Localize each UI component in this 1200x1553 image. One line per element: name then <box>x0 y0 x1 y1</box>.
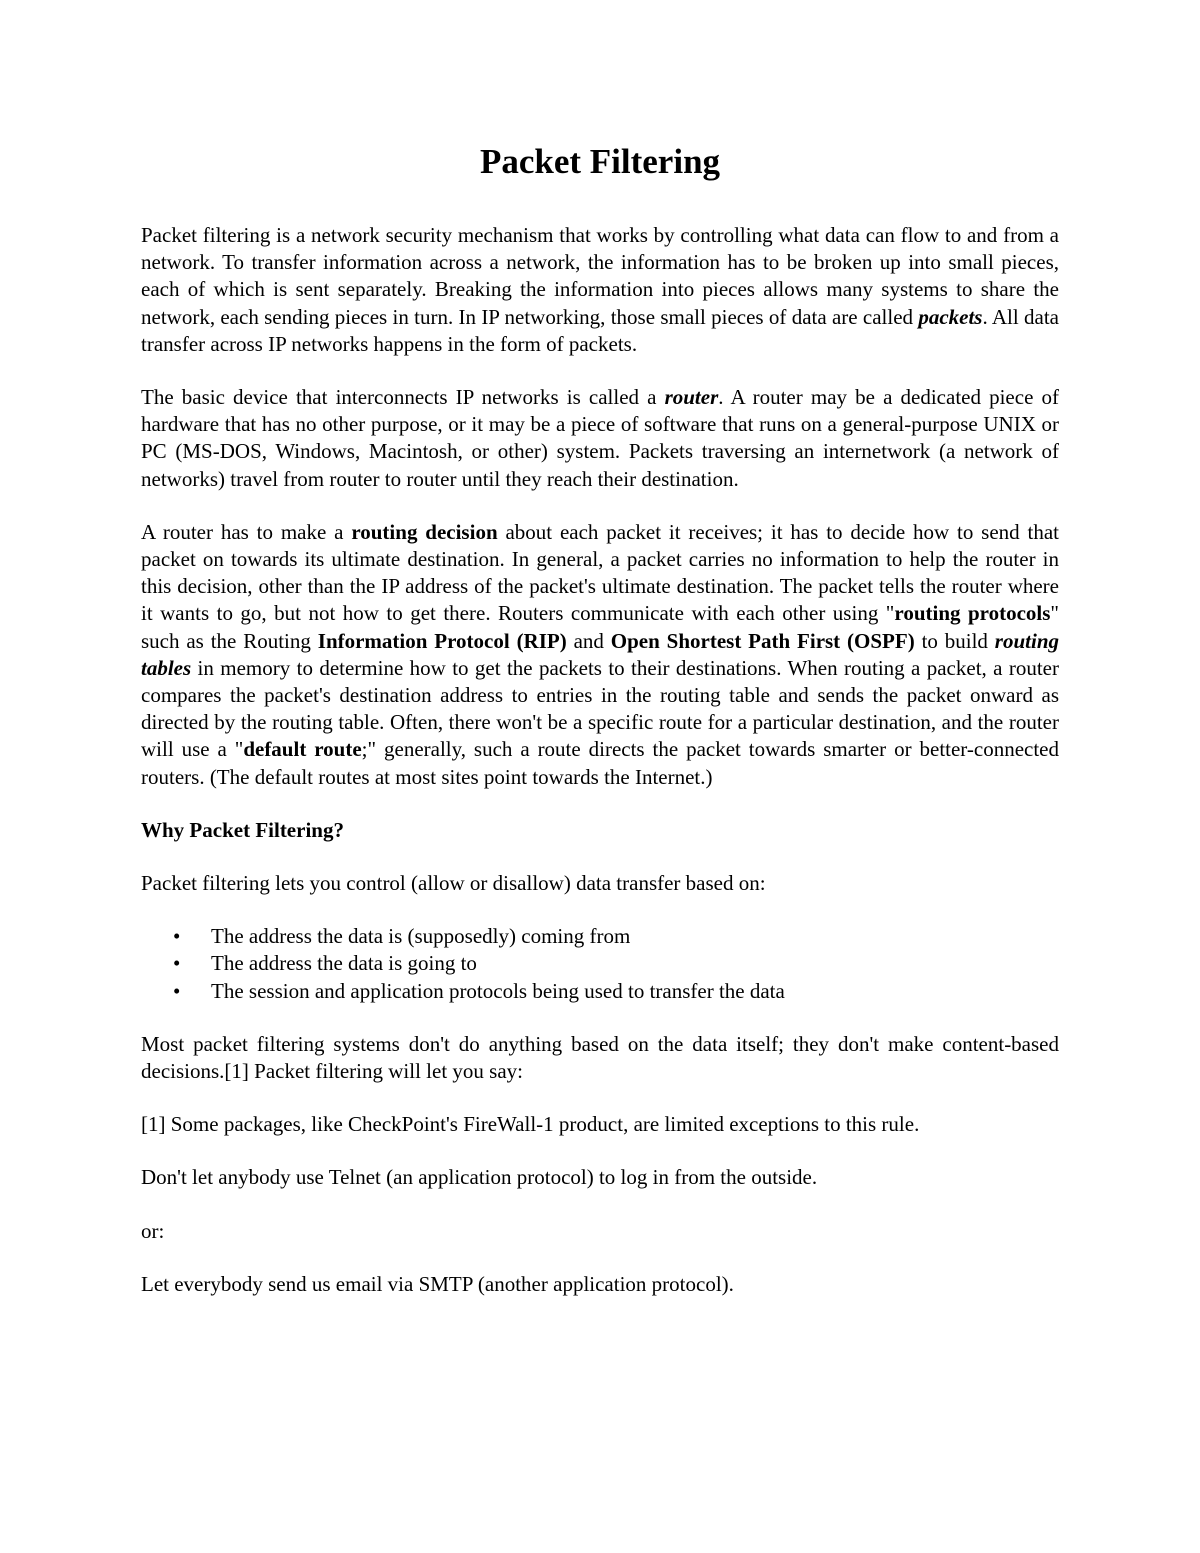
text-span: . All data transfer across IP networks happens in the form of packets. <box>141 304 1059 356</box>
text-span: . A router may be a dedicated piece of hardware that has no other purpose, or it may be a piece of software that runs on a general-purpose UNIX or PC (MS-DOS, Windows, Macintosh, or other) system. Packets traversing an internetwork (a network of networks) travel from router to router until they reach their destination. <box>141 385 1060 491</box>
example-smtp: Let everybody send us email via SMTP (another application protocol). <box>141 1271 734 1296</box>
text-span: in memory to determine how to get the packets to their destinations. When routing a packet, a router compares the packet's destination address to entries in the routing table and sends the packet onward as directed by the routing table. Often, there won't be a specific route for a particular destination, and the router will use a " <box>141 655 1059 762</box>
list-item-text: The session and application protocols being used to transfer the data <box>211 978 785 1003</box>
example-telnet: Don't let anybody use Telnet (an application protocol) to log in from the outside. <box>141 1165 818 1190</box>
paragraph-routing <box>141 519 1059 791</box>
footnote: [1] Some packages, like CheckPoint's FireWall-1 product, are limited exceptions to this rule. <box>141 1112 920 1137</box>
text-span: ;" generally, such a route directs the packet towards smarter or better-connected routers. (The default routes at most sites point towards the Internet.) <box>141 737 1059 789</box>
term-routing-tables: routing tables <box>141 628 1059 680</box>
document-title: Packet Filtering <box>479 142 721 181</box>
term-routing-protocols: routing protocols <box>894 601 1051 626</box>
term-ospf: Open Shortest Path First (OSPF) <box>610 628 915 653</box>
text-span: " such as the Routing <box>141 601 1059 653</box>
term-routing-decision: routing decision <box>351 519 498 544</box>
term-packets: packets <box>918 304 983 329</box>
paragraph-router <box>141 384 1059 493</box>
term-router: router <box>664 385 719 410</box>
text-span: Packet filtering is a network security mechanism that works by controlling what data can flow to and from a network. To transfer information across a network, the information has to be broken up into small pieces, each of which is sent separately. Breaking the information into pieces allows many systems to share the network, each sending pieces in turn. In IP networking, those small pieces of data are called <box>141 223 1059 329</box>
list-item <box>173 923 1059 950</box>
text-span: A router has to make a <box>141 519 352 544</box>
bullet-icon: • <box>173 924 181 949</box>
paragraph-list-intro: Packet filtering lets you control (allow or disallow) data transfer based on: <box>141 871 766 896</box>
term-rip: Information Protocol (RIP) <box>317 628 567 653</box>
list-item <box>173 978 1059 1005</box>
list-item-text: The address the data is (supposedly) coming from <box>211 924 631 949</box>
bullet-icon: • <box>173 978 181 1003</box>
bullet-icon: • <box>173 951 181 976</box>
criteria-list <box>141 923 1059 1005</box>
text-span: and <box>566 628 611 653</box>
paragraph-intro <box>141 222 1059 358</box>
or-text: or: <box>141 1218 165 1243</box>
text-span: about each packet it receives; it has to decide how to send that packet on towards its ultimate destination. In general, a packet carries no information to help the router in this decision, other than the IP address of the packet's ultimate destination. The packet tells the router where it wants to go, but not how to get there. Routers communicate with each other using " <box>141 519 1060 626</box>
paragraph-content-decisions: Most packet filtering systems don't do anything based on the data itself; they don't make content-based decisions.[1] Packet filtering will let you say: <box>141 1031 1059 1084</box>
text-span: The basic device that interconnects IP networks is called a <box>141 385 665 410</box>
section-heading-why: Why Packet Filtering? <box>141 817 344 842</box>
list-item <box>173 950 1059 977</box>
text-span: to build <box>914 628 995 653</box>
term-default-route: default route <box>243 737 362 762</box>
list-item-text: The address the data is going to <box>211 951 477 976</box>
